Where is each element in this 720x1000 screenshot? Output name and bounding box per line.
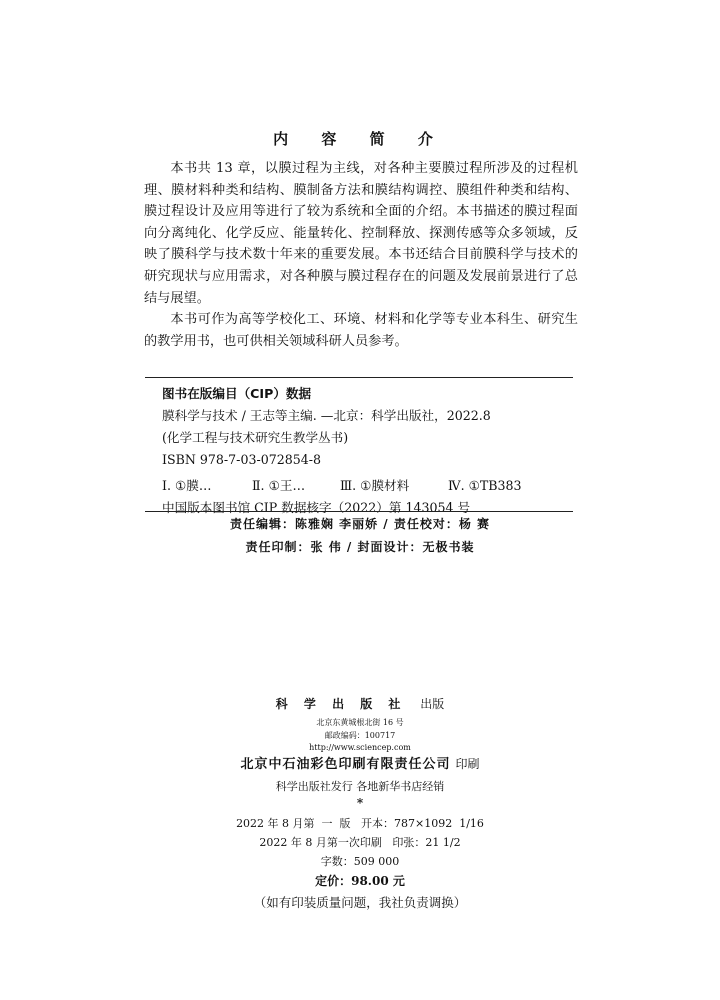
cip-series: (化学工程与技术研究生教学丛书)	[162, 430, 349, 445]
summary-paragraph: 本书共 13 章，以膜过程为主线，对各种主要膜过程所涉及的过程机理、膜材料种类和结构、膜制备方法和膜结构调控、膜组件种类和结构、膜过程设计及应用等进行了较为系统和全面的介绍。本书描述的膜过程面向分离纯化、化学反应、能量转化、控制释放、探测传感等众多领域，反映了膜科学与技术数十年来的重要发展。本书还结合目前膜科学与技术的研究现状与应用需求，对各种膜与膜过程存在的问题及发展前景进行了总结与展望。	[144, 161, 578, 306]
publisher-address: 北京东黄城根北街 16 号	[316, 718, 404, 727]
publisher-name: 科 学 出 版 社	[275, 697, 407, 711]
cip-bibliographic-entry: 膜科学与技术 / 王志等主编. —北京：科学出版社，2022.8	[162, 408, 491, 423]
separator-star: *	[356, 796, 364, 810]
cip-data-block	[162, 383, 572, 519]
summary-body	[144, 158, 578, 352]
summary-paragraph: 本书可作为高等学校化工、环境、材料和化学等专业本科生、研究生的教学用书，也可供相关领域科研人员参考。	[144, 312, 578, 349]
publisher-website: http://www.sciencep.com	[309, 743, 411, 752]
printer-line	[0, 753, 720, 772]
printing-info: 2022 年 8 月第一次印刷 印张：21 1/2	[259, 836, 461, 849]
classification-item: Ⅳ. ①TB383	[448, 478, 522, 493]
word-count: 字数：509 000	[320, 855, 400, 868]
editor-credits: 责任编辑：陈雅娴 李丽娇 / 责任校对：杨 赛	[229, 517, 491, 531]
cip-isbn: ISBN 978-7-03-072854-8	[162, 452, 322, 467]
cip-bottom-rule	[145, 511, 573, 512]
classification-item: Ⅱ. ①王…	[252, 478, 306, 493]
classification-item: Ⅲ. ①膜材料	[340, 478, 410, 493]
printer-name: 北京中石油彩色印刷有限责任公司	[240, 757, 451, 772]
cip-top-rule	[145, 377, 573, 378]
cip-classification	[162, 475, 572, 497]
edition-info: 2022 年 8 月第 一 版 开本：787×1092 1/16	[236, 817, 484, 830]
printer-action: 印刷	[455, 757, 480, 771]
distribution-line: 科学出版社发行 各地新华书店经销	[275, 780, 445, 793]
price: 定价：98.00 元	[315, 874, 405, 888]
quality-note: （如有印装质量问题，我社负责调换）	[253, 895, 467, 910]
publisher-action: 出版	[420, 697, 445, 711]
publisher-postcode: 邮政编码：100717	[324, 731, 396, 740]
cip-verification: 中国版本图书馆 CIP 数据核字（2022）第 143054 号	[162, 500, 471, 515]
production-credits: 责任印制：张 伟 / 封面设计：无极书装	[245, 540, 475, 554]
publisher-line	[0, 695, 720, 712]
cip-heading: 图书在版编目（CIP）数据	[162, 386, 312, 401]
summary-title: 内 容 简 介	[273, 130, 447, 148]
classification-item: Ⅰ. ①膜…	[162, 478, 212, 493]
